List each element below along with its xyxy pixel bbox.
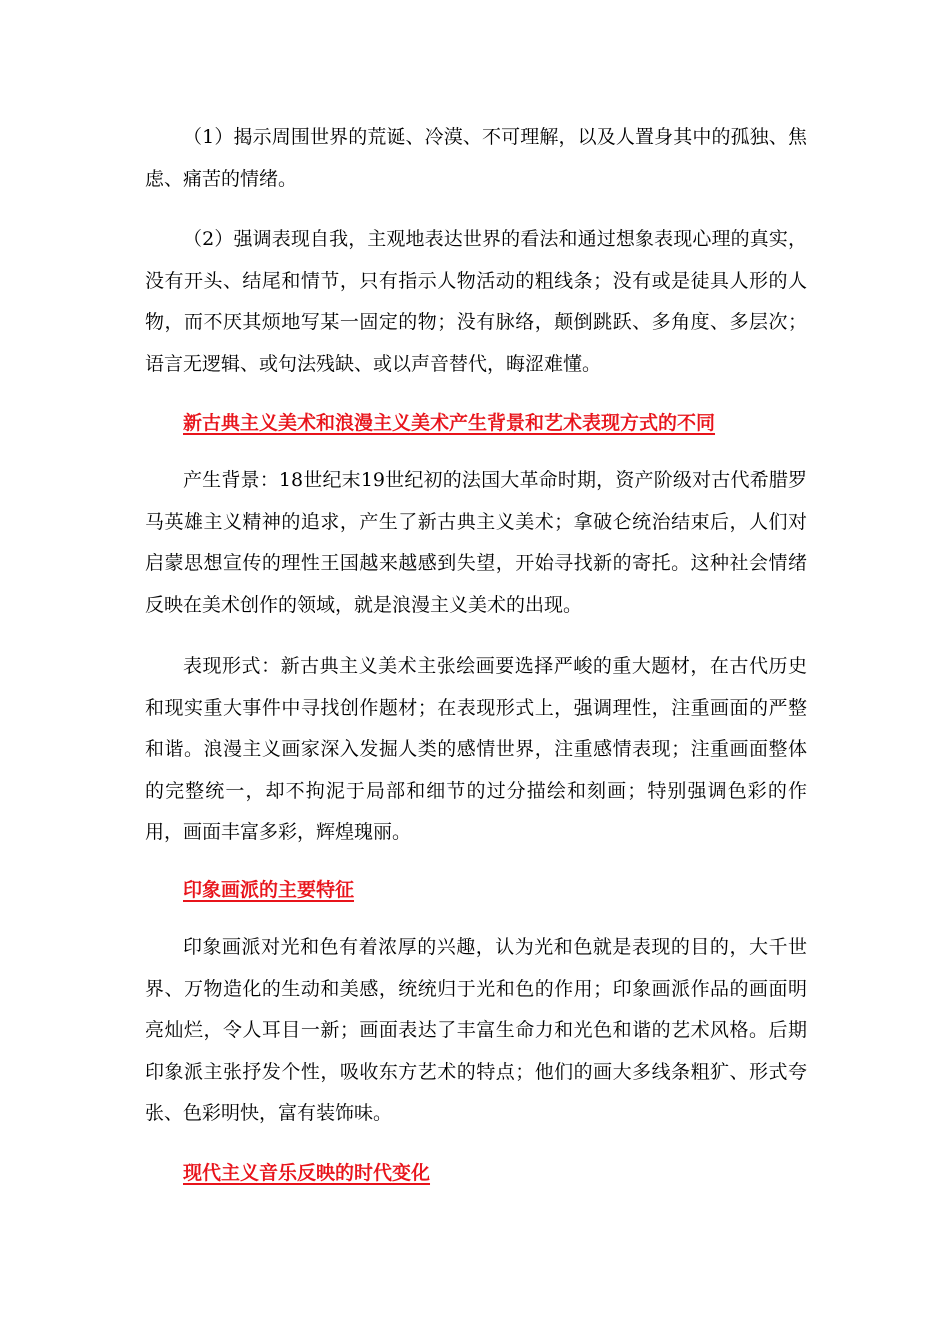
paragraph-absurdism-feature-1: （1）揭示周围世界的荒诞、冷漠、不可理解，以及人置身其中的孤独、焦虑、痛苦的情绪。	[145, 126, 807, 190]
paragraph-impressionism: 印象画派对光和色有着浓厚的兴趣，认为光和色就是表现的目的，大千世界、万物造化的生动和美感，统统归于光和色的作用；印象画派作品的画面明亮灿烂，令人耳目一新；画面表达了丰富生命力和光色和谐的艺术风格。后期印象派主张抒发个性，吸收东方艺术的特点；他们的画大多线条粗犷、形式夸张、色彩明快，富有装饰味。	[145, 936, 807, 1124]
paragraph-expression-form: 表现形式：新古典主义美术主张绘画要选择严峻的重大题材，在古代历史和现实重大事件中寻找创作题材；在表现形式上，强调理性，注重画面的严整和谐。浪漫主义画家深入发掘人类的感情世界，注重感情表现；注重画面整体的完整统一，却不拘泥于局部和细节的过分描绘和刻画；特别强调色彩的作用，画面丰富多彩，辉煌瑰丽。	[145, 655, 807, 843]
section-heading-neoclassical-romantic: 新古典主义美术和浪漫主义美术产生背景和艺术表现方式的不同	[183, 412, 716, 434]
paragraph-absurdism-feature-2: （2）强调表现自我，主观地表达世界的看法和通过想象表现心理的真实，没有开头、结尾和情节，只有指示人物活动的粗线条；没有或是徒具人形的人物，而不厌其烦地写某一固定的物；没有脉络，颠倒跳跃、多角度、多层次；语言无逻辑、或句法残缺、或以声音替代，晦涩难懂。	[145, 228, 807, 375]
section-heading-modernist-music: 现代主义音乐反映的时代变化	[183, 1162, 431, 1184]
paragraph-background: 产生背景：18世纪末19世纪初的法国大革命时期，资产阶级对古代希腊罗马英雄主义精神的追求，产生了新古典主义美术；拿破仑统治结束后，人们对启蒙思想宣传的理性王国越来越感到失望，开始寻找新的寄托。这种社会情绪反映在美术创作的领域，就是浪漫主义美术的出现。	[145, 469, 807, 616]
section-heading-impressionism: 印象画派的主要特征	[183, 879, 355, 901]
